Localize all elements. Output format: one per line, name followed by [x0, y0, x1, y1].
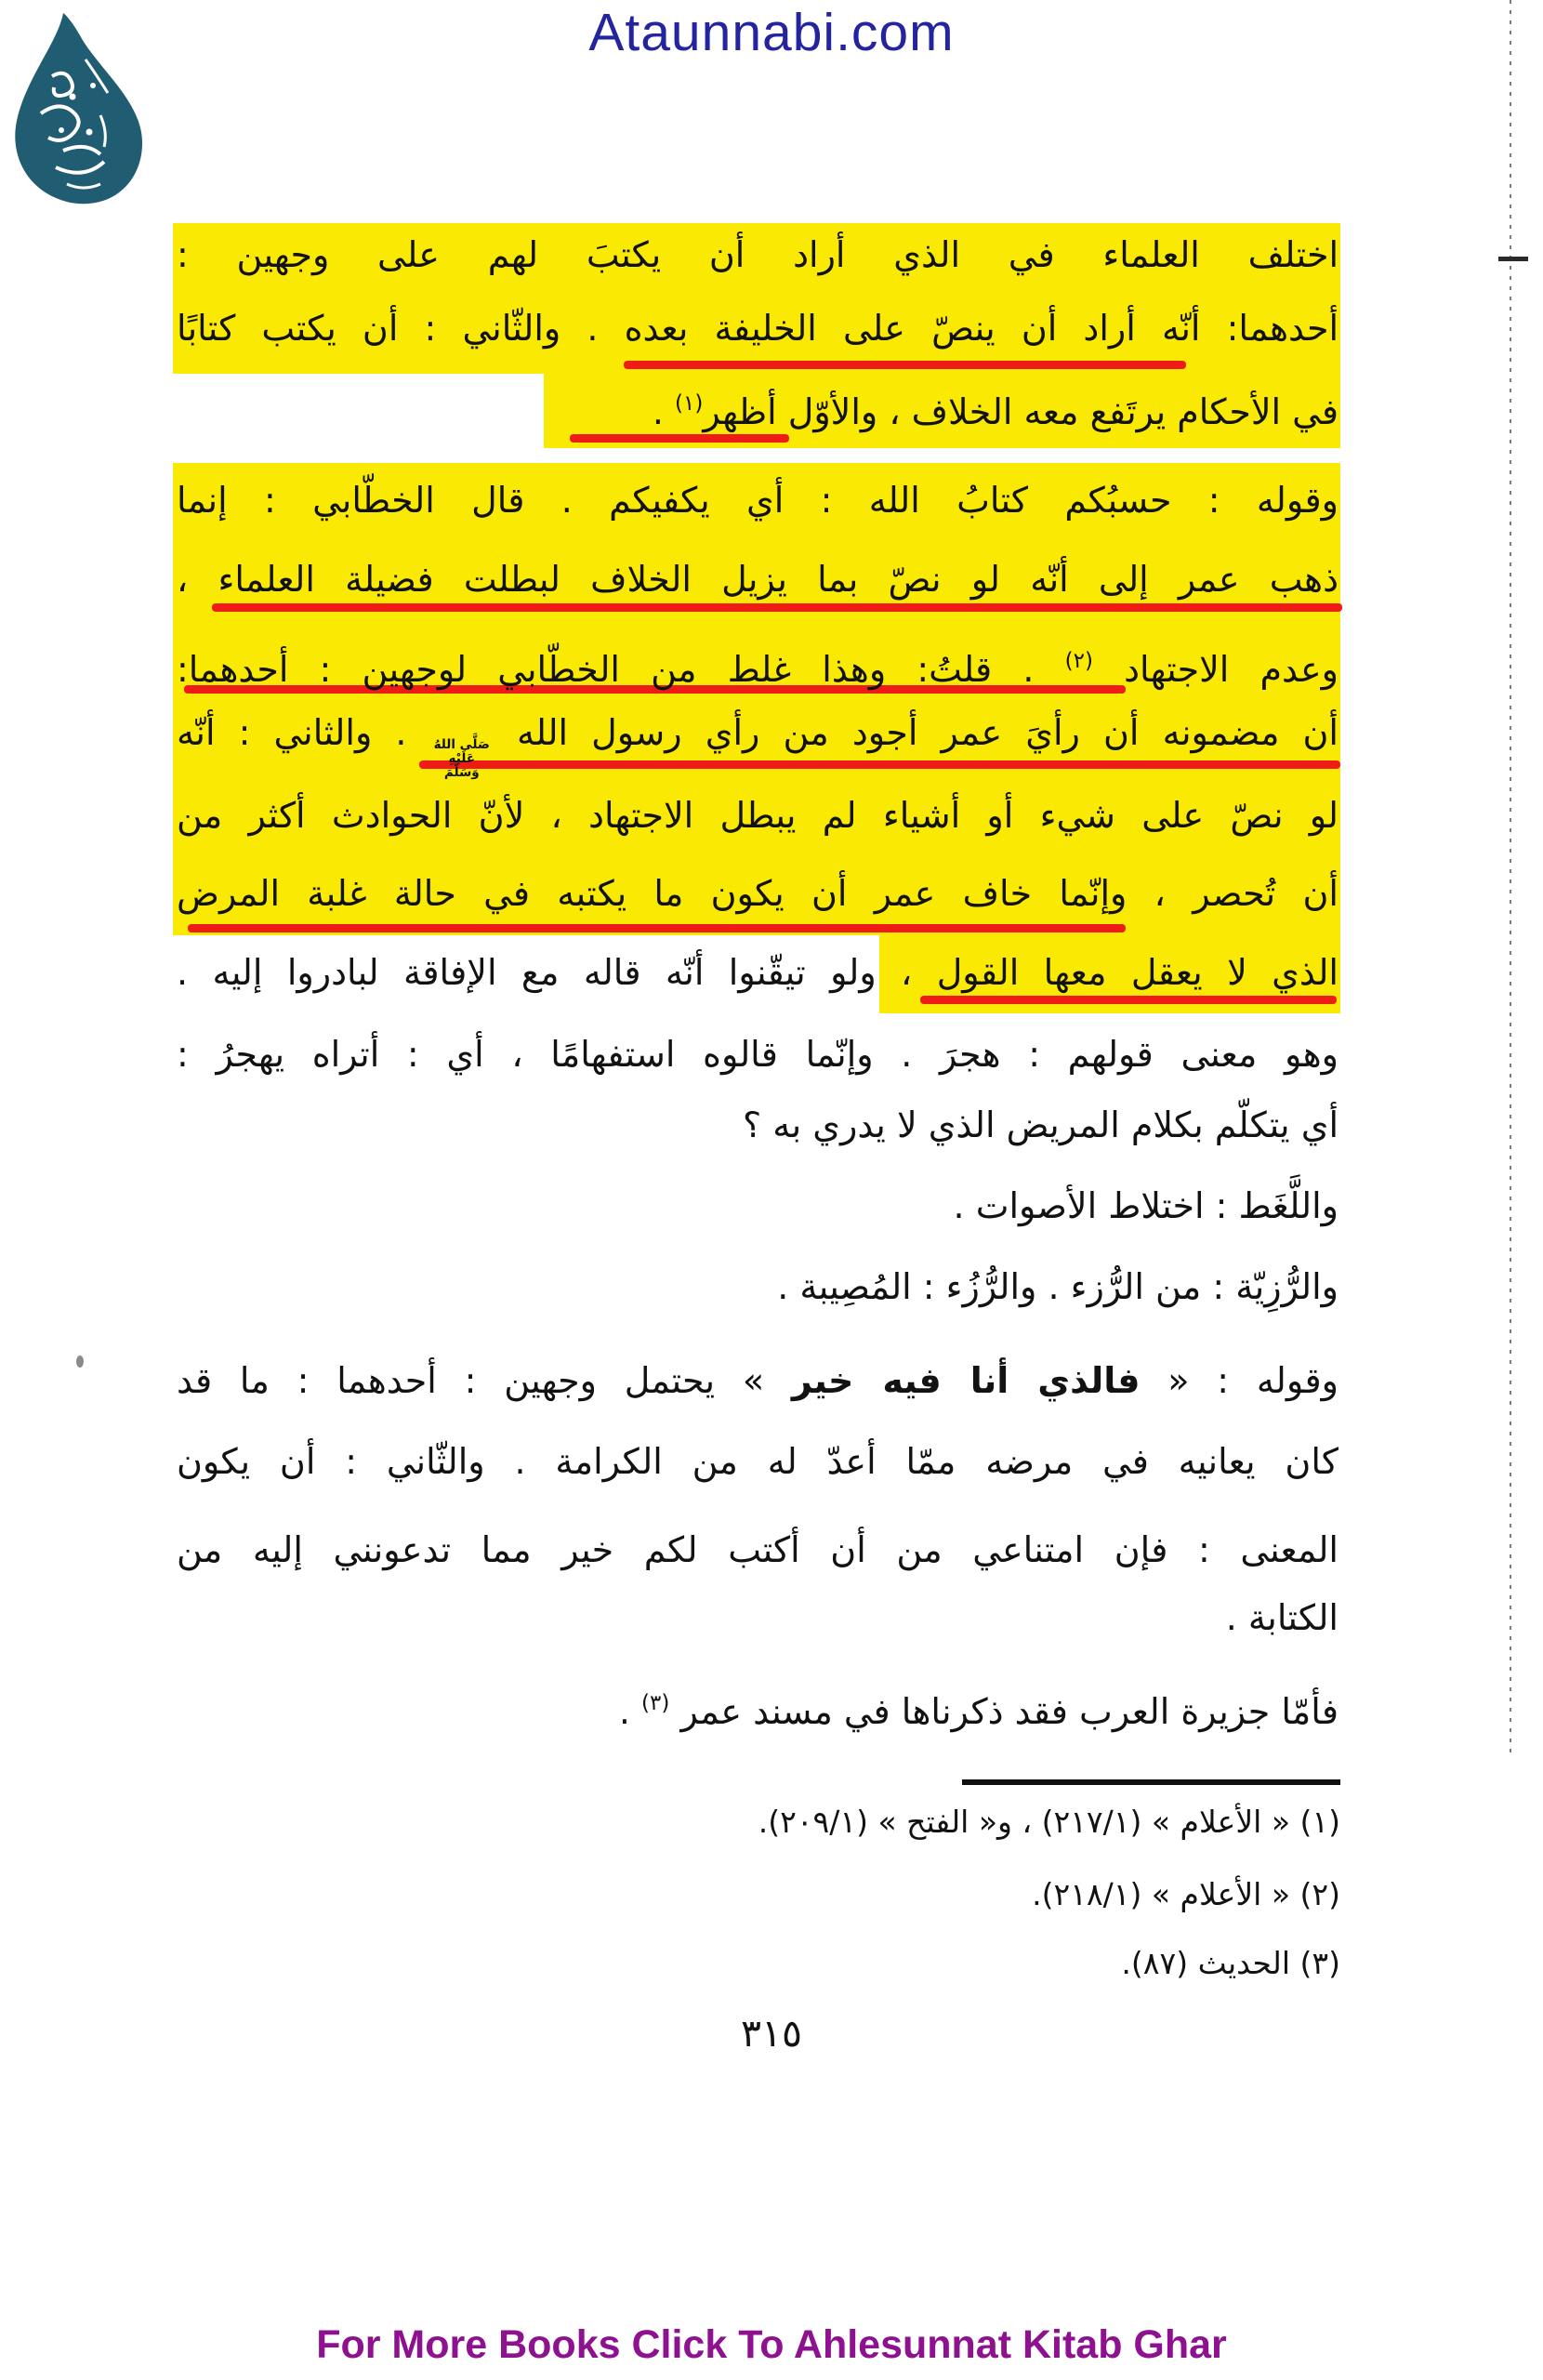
saw-stack-row: وَسَلَّمَ	[443, 764, 480, 780]
text-run: والرُّزِيّة : من الرُّزء . والرُّزُء : المُصِيبة .	[777, 1266, 1339, 1307]
ink-speck	[76, 1355, 84, 1368]
text-run: واللَّغَط : اختلاط الأصوات .	[953, 1185, 1339, 1226]
footnote-line: (١) « الأعلام » (٢١٧/١) ، و« الفتح » (٢٠٩/١).	[758, 1804, 1340, 1840]
text-run: . والثاني : أنّه	[177, 712, 430, 753]
text-run: فالذي أنا فيه خير	[791, 1360, 1141, 1401]
footnote-marker: (٣)	[641, 1691, 670, 1715]
text-line	[177, 1238, 1348, 1335]
footnote-marker: (١)	[675, 391, 704, 416]
text-run: .	[652, 391, 676, 432]
text-line	[177, 355, 1339, 452]
text-line	[177, 1569, 1339, 1666]
footnote-marker: (٢)	[1064, 649, 1093, 673]
text-run: وعدم الاجتهاد	[1092, 649, 1339, 690]
text-line	[177, 1655, 1405, 1752]
text-line	[177, 1413, 1339, 1510]
text-run: اختلف العلماء في الذي أراد أن يكتبَ لهم على وجهين :	[177, 234, 1339, 275]
footer-watermark-text: For More Books Click To Ahlesunnat Kitab Ghar	[316, 2322, 1227, 2367]
footnote-line: (٢) « الأعلام » (٢١٨/١).	[1032, 1876, 1340, 1912]
text-run: أن تُحصر ، وإنّما خاف عمر أن يكون ما يكتبه في حالة غلبة المرض	[177, 873, 1339, 914]
text-run: » يحتمل وجهين : أحدهما : ما قد	[177, 1360, 792, 1401]
text-run: ذهب عمر إلى أنّه لو نصّ بما يزيل الخلاف لبطلت فضيلة العلماء ،	[177, 559, 1339, 600]
saw-stack-row: صَلَّى اللهُ	[433, 737, 490, 752]
text-run: كان يعانيه في مرضه ممّا أعدّ له من الكرامة . والثّاني : أن يكون	[177, 1441, 1339, 1482]
page-edge-tick-mark	[1498, 257, 1528, 261]
text-run: في الأحكام يرتَفع معه الخلاف ، والأوّل أظهر	[703, 391, 1339, 432]
text-run: أن مضمونه أن رأيَ عمر أجود من رأي رسول الله	[493, 712, 1339, 753]
page-edge-dashed-line	[1510, 0, 1511, 1757]
text-run: لو نصّ على شيء أو أشياء لم يبطل الاجتهاد ، لأنّ الحوادث أكثر من	[177, 795, 1339, 836]
text-run: وقوله : «	[1140, 1360, 1339, 1401]
text-run: . قلتُ: وهذا غلط من الخطّابي لوجهين : أحدهما:	[177, 649, 1065, 690]
page-number: ٣١٥	[740, 2011, 803, 2056]
site-title: Ataunnabi.com	[588, 3, 955, 62]
text-run: .	[618, 1691, 642, 1732]
text-run: الكتابة .	[1225, 1597, 1339, 1638]
text-run: أحدهما: أنّه أراد أن ينصّ على الخليفة بعده . والثّاني : أن يكتب كتابًا	[177, 308, 1339, 349]
text-run: وقوله : حسبُكم كتابُ الله : أي يكفيكم . قال الخطّابي : إنما	[177, 480, 1339, 521]
text-run: الذي لا يعقل معها القول ، ولو تيقّنوا أنّه قاله مع الإفاقة لبادروا إليه .	[177, 952, 1339, 993]
footnote-line: (٣) الحديث (٨٧).	[1121, 1945, 1340, 1981]
text-run: أي يتكلّم بكلام المريض الذي لا يدري به ؟	[742, 1104, 1339, 1145]
text-run: فأمّا جزيرة العرب فقد ذكرناها في مسند عمر	[669, 1691, 1339, 1732]
text-run: المعنى : فإن امتناعي من أن أكتب لكم خير مما تدعونني إليه من	[177, 1529, 1339, 1570]
footnote-separator-rule	[962, 1779, 1340, 1785]
saw-stack-row: عَلَيْهِ	[448, 750, 475, 766]
text-run: وهو معنى قولهم : هجرَ . وإنّما قالوه استفهامًا ، أي : أتراه يهجرُ :	[177, 1034, 1339, 1075]
